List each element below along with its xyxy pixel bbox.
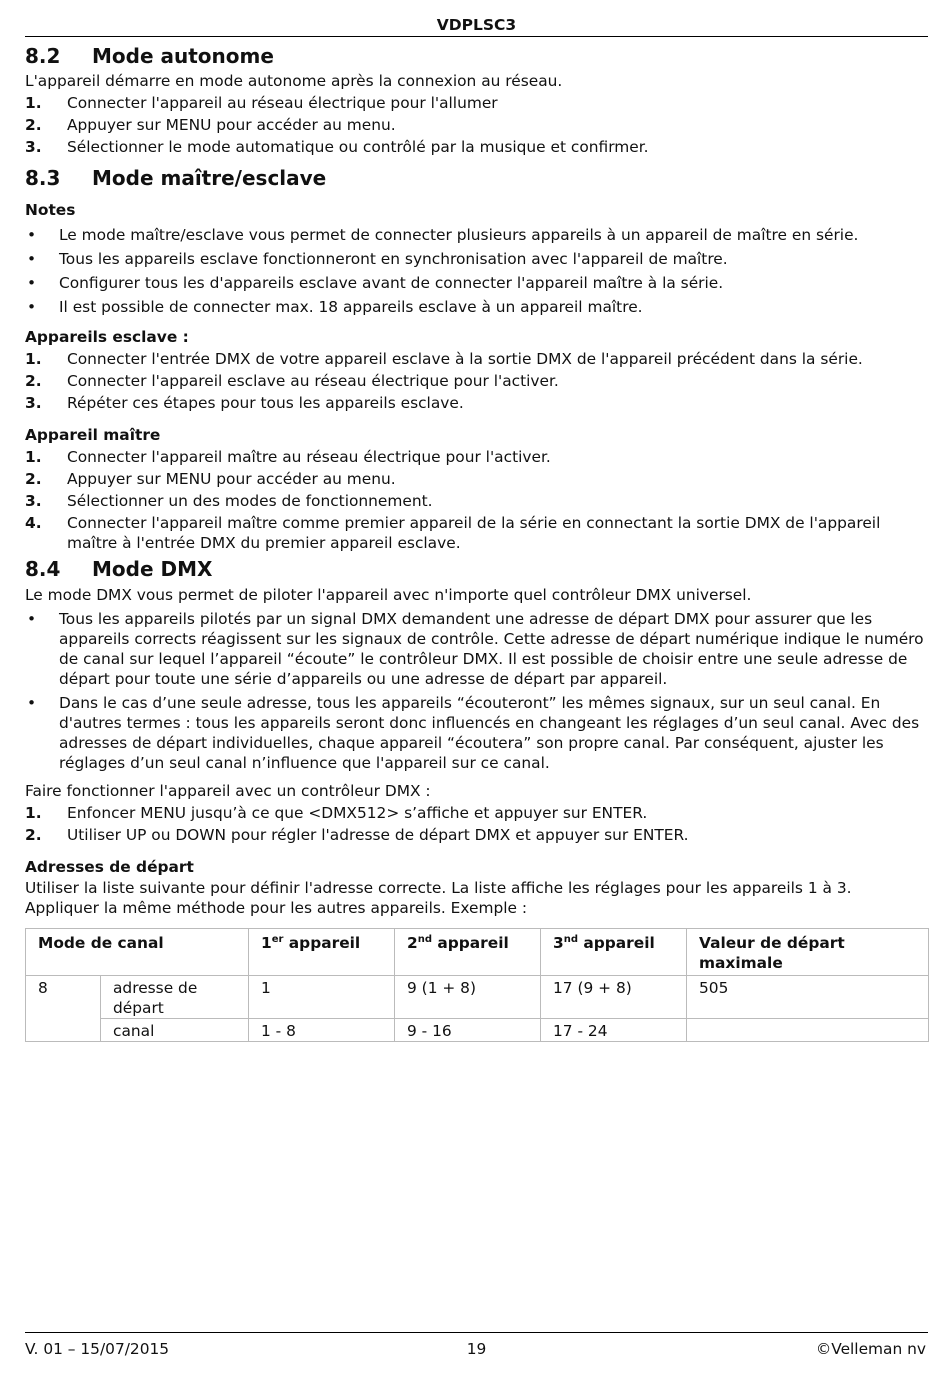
list-item: 2. Appuyer sur MENU pour accéder au menu.: [25, 470, 396, 488]
table-row: [26, 1019, 929, 1042]
table-cell: adresse de départ: [101, 976, 249, 1019]
page-footer: [25, 1332, 928, 1361]
table-cell: 9 - 16: [395, 1019, 541, 1042]
list-item: 3. Sélectionner un des modes de fonctionnement.: [25, 492, 433, 510]
header-cell: Valeur de départ maximale: [687, 929, 929, 976]
subheading-notes: Notes: [25, 201, 76, 219]
bullet-list: [25, 225, 928, 317]
table-cell: 9 (1 + 8): [395, 976, 541, 1019]
list-item: 1. Connecter l'appareil maître au réseau électrique pour l'activer.: [25, 448, 551, 466]
bullet-list: [25, 609, 928, 773]
list-item: • Tous les appareils esclave fonctionneront en synchronisation avec l'appareil de maître.: [27, 250, 728, 268]
numbered-list: [25, 803, 928, 845]
table-cell: 1 - 8: [249, 1019, 395, 1042]
list-item: • Le mode maître/esclave vous permet de connecter plusieurs appareils à un appareil de maître en série.: [27, 226, 859, 244]
footer-copyright: ©Velleman nv: [815, 1340, 926, 1358]
start-address-table: [25, 928, 929, 1042]
list-item: 2. Utiliser UP ou DOWN pour régler l'adresse de départ DMX et appuyer sur ENTER.: [25, 826, 689, 844]
subheading-slave: Appareils esclave :: [25, 328, 189, 346]
header-cell: 3nd appareil: [541, 929, 687, 976]
subheading-addresses: Adresses de départ: [25, 858, 194, 876]
paragraph: Faire fonctionner l'appareil avec un contrôleur DMX :: [25, 782, 431, 800]
list-item: 1. Connecter l'appareil au réseau électrique pour l'allumer: [25, 94, 498, 112]
subheading-master: Appareil maître: [25, 426, 161, 444]
list-item: 2. Appuyer sur MENU pour accéder au menu.: [25, 116, 396, 134]
section-heading-8-3: 8.3 Mode maître/esclave: [25, 166, 327, 190]
section-heading-8-2: 8.2 Mode autonome: [25, 44, 274, 68]
list-item: 3. Sélectionner le mode automatique ou contrôlé par la musique et confirmer.: [25, 138, 649, 156]
footer-version: V. 01 – 15/07/2015: [25, 1340, 170, 1358]
numbered-list: [25, 349, 928, 413]
table-cell: 505: [687, 976, 929, 1019]
page-content: [25, 42, 928, 1042]
list-item: 4. Connecter l'appareil maître comme premier appareil de la série en connectant la sortie DMX de l'appareil maître à l'entrée DMX du premier appareil esclave.: [25, 514, 881, 552]
paragraph: Le mode DMX vous permet de piloter l'appareil avec n'importe quel contrôleur DMX universel.: [25, 586, 752, 604]
table-row: [26, 976, 929, 1019]
numbered-list: [25, 447, 928, 553]
table-cell: 17 - 24: [541, 1019, 687, 1042]
list-item: 3. Répéter ces étapes pour tous les appareils esclave.: [25, 394, 464, 412]
paragraph: Utiliser la liste suivante pour définir l'adresse correcte. La liste affiche les réglages pour les appareils 1 à 3. Appliquer la même méthode pour les autres appareils. Exemple :: [25, 879, 852, 917]
list-item: • Tous les appareils pilotés par un signal DMX demandent une adresse de départ DMX pour assurer que les appareils corrects réagissent sur les signaux de contrôle. Cette adresse de départ numérique indique le numéro de canal sur lequel l’appareil “écoute” le contrôleur DMX. Il est possible de choisir entre une seule adresse de départ pour toute une série d’appareils ou une adresse de départ par appareil.: [27, 610, 924, 688]
table-cell: 1: [249, 976, 395, 1019]
page-number: 19: [466, 1340, 487, 1358]
page-header: [25, 14, 928, 37]
numbered-list: [25, 93, 928, 157]
header-cell: 2nd appareil: [395, 929, 541, 976]
table-header-row: [26, 929, 929, 976]
list-item: 1. Connecter l'entrée DMX de votre appareil esclave à la sortie DMX de l'appareil précédent dans la série.: [25, 350, 863, 368]
list-item: 1. Enfoncer MENU jusqu’à ce que <DMX512> s’affiche et appuyer sur ENTER.: [25, 804, 648, 822]
list-item: • Dans le cas d’une seule adresse, tous les appareils “écouteront” les mêmes signaux, sur un seul canal. En d'autres termes : tous les appareils seront donc influencés en changeant les réglages d’un seul canal. Avec des adresses de départ individuelles, chaque appareil “écoutera” son propre canal. Par conséquent, ajuster les réglages d’un seul canal n’influence que l'appareil sur ce canal.: [27, 694, 920, 772]
table-cell: canal: [101, 1019, 249, 1042]
list-item: • Il est possible de connecter max. 18 appareils esclave à un appareil maître.: [27, 298, 643, 316]
list-item: • Configurer tous les d'appareils esclave avant de connecter l'appareil maître à la série.: [27, 274, 724, 292]
header-cell: Mode de canal: [26, 929, 249, 976]
table-cell: [687, 1019, 929, 1042]
paragraph: L'appareil démarre en mode autonome après la connexion au réseau.: [25, 72, 563, 90]
table-cell: 8: [26, 976, 101, 1042]
list-item: 2. Connecter l'appareil esclave au réseau électrique pour l'activer.: [25, 372, 559, 390]
table-cell: 17 (9 + 8): [541, 976, 687, 1019]
header-title: VDPLSC3: [436, 16, 517, 34]
header-cell: 1er appareil: [249, 929, 395, 976]
section-heading-8-4: 8.4 Mode DMX: [25, 557, 213, 581]
